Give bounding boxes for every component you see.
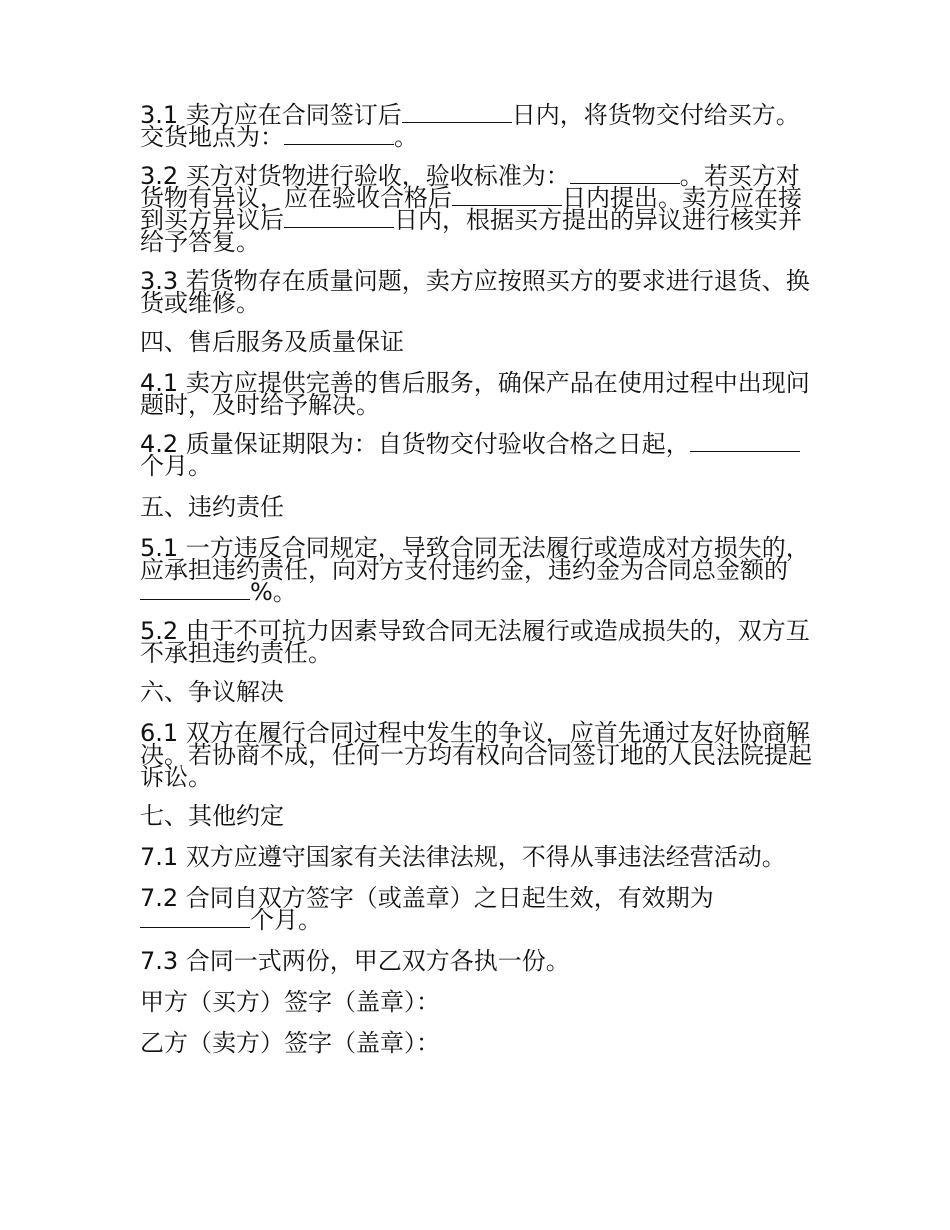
- fill-in-blank: [570, 165, 680, 184]
- clause-p72: [140, 884, 820, 934]
- clause-text: 4.2 质量保证期限为：自货物交付验收合格之日起，: [140, 430, 690, 458]
- section-heading-h7: [140, 802, 820, 830]
- clause-text: 7.3 合同一式两份，甲乙双方各执一份。: [140, 947, 570, 975]
- clause-text: 5.1 一方违反合同规定，导致合同无法履行或造成对方损失的，应承担违约责任，向对方支付违约金，违约金为合同总金额的: [140, 534, 810, 584]
- clause-p33: [140, 267, 820, 317]
- clause-text: 3.1 卖方应在合同签订后: [140, 101, 402, 129]
- clause-text: 5.2 由于不可抗力因素导致合同无法履行或造成损失的，双方互不承担违约责任。: [140, 617, 810, 667]
- signature-line-sigB: [140, 1029, 820, 1057]
- clause-text: 7.1 双方应遵守国家有关法律法规，不得从事违法经营活动。: [140, 843, 786, 871]
- fill-in-blank: [140, 909, 250, 928]
- clause-text: 日内，根据买方提出的异议进行核实并给予答复。: [140, 206, 802, 256]
- clause-text: 。若买方对货物有异议，应在验收合格后: [140, 162, 800, 212]
- clause-p31: [140, 101, 820, 151]
- signature-line-sigA: [140, 988, 820, 1016]
- clause-text: 3.2 买方对货物进行验收，验收标准为：: [140, 162, 570, 190]
- clause-text: 五、违约责任: [140, 493, 284, 521]
- fill-in-blank: [284, 209, 394, 228]
- fill-in-blank: [140, 581, 250, 600]
- clause-text: 四、售后服务及质量保证: [140, 328, 404, 356]
- clause-text: 日内，将货物交付给买方。交货地点为：: [140, 101, 800, 151]
- fill-in-blank: [690, 433, 800, 452]
- clause-text: 乙方（卖方）签字（盖章）：: [140, 1029, 440, 1057]
- clause-text: 七、其他约定: [140, 802, 284, 830]
- clause-p71: [140, 843, 820, 871]
- clause-p52: [140, 617, 820, 667]
- clause-text: 甲方（买方）签字（盖章）：: [140, 988, 440, 1016]
- fill-in-blank: [452, 187, 562, 206]
- fill-in-blank: [284, 126, 394, 145]
- clause-text: 4.1 卖方应提供完善的售后服务，确保产品在使用过程中出现问题时，及时给予解决。: [140, 369, 810, 419]
- section-heading-h5: [140, 493, 820, 521]
- contract-page: [140, 101, 820, 1073]
- section-heading-h4: [140, 328, 820, 356]
- clause-text: 3.3 若货物存在质量问题，卖方应按照买方的要求进行退货、换货或维修。: [140, 267, 810, 317]
- clause-p41: [140, 369, 820, 419]
- clause-text: 个月。: [250, 906, 322, 934]
- clause-p73: [140, 947, 820, 975]
- clause-p42: [140, 430, 820, 480]
- section-heading-h6: [140, 678, 820, 706]
- clause-text: 7.2 合同自双方签字（或盖章）之日起生效，有效期为: [140, 884, 714, 912]
- clause-p32: [140, 162, 820, 256]
- clause-p51: [140, 534, 820, 606]
- clause-text: 六、争议解决: [140, 678, 284, 706]
- clause-text: 日内提出。卖方应在接到买方异议后: [140, 184, 802, 234]
- clause-text: 6.1 双方在履行合同过程中发生的争议，应首先通过友好协商解决。若协商不成，任何一方均有权向合同签订地的人民法院提起诉讼。: [140, 719, 812, 791]
- clause-text: %。: [250, 578, 297, 606]
- fill-in-blank: [402, 104, 512, 123]
- clause-text: 个月。: [140, 452, 212, 480]
- clause-p61: [140, 719, 820, 791]
- clause-text: 。: [394, 123, 418, 151]
